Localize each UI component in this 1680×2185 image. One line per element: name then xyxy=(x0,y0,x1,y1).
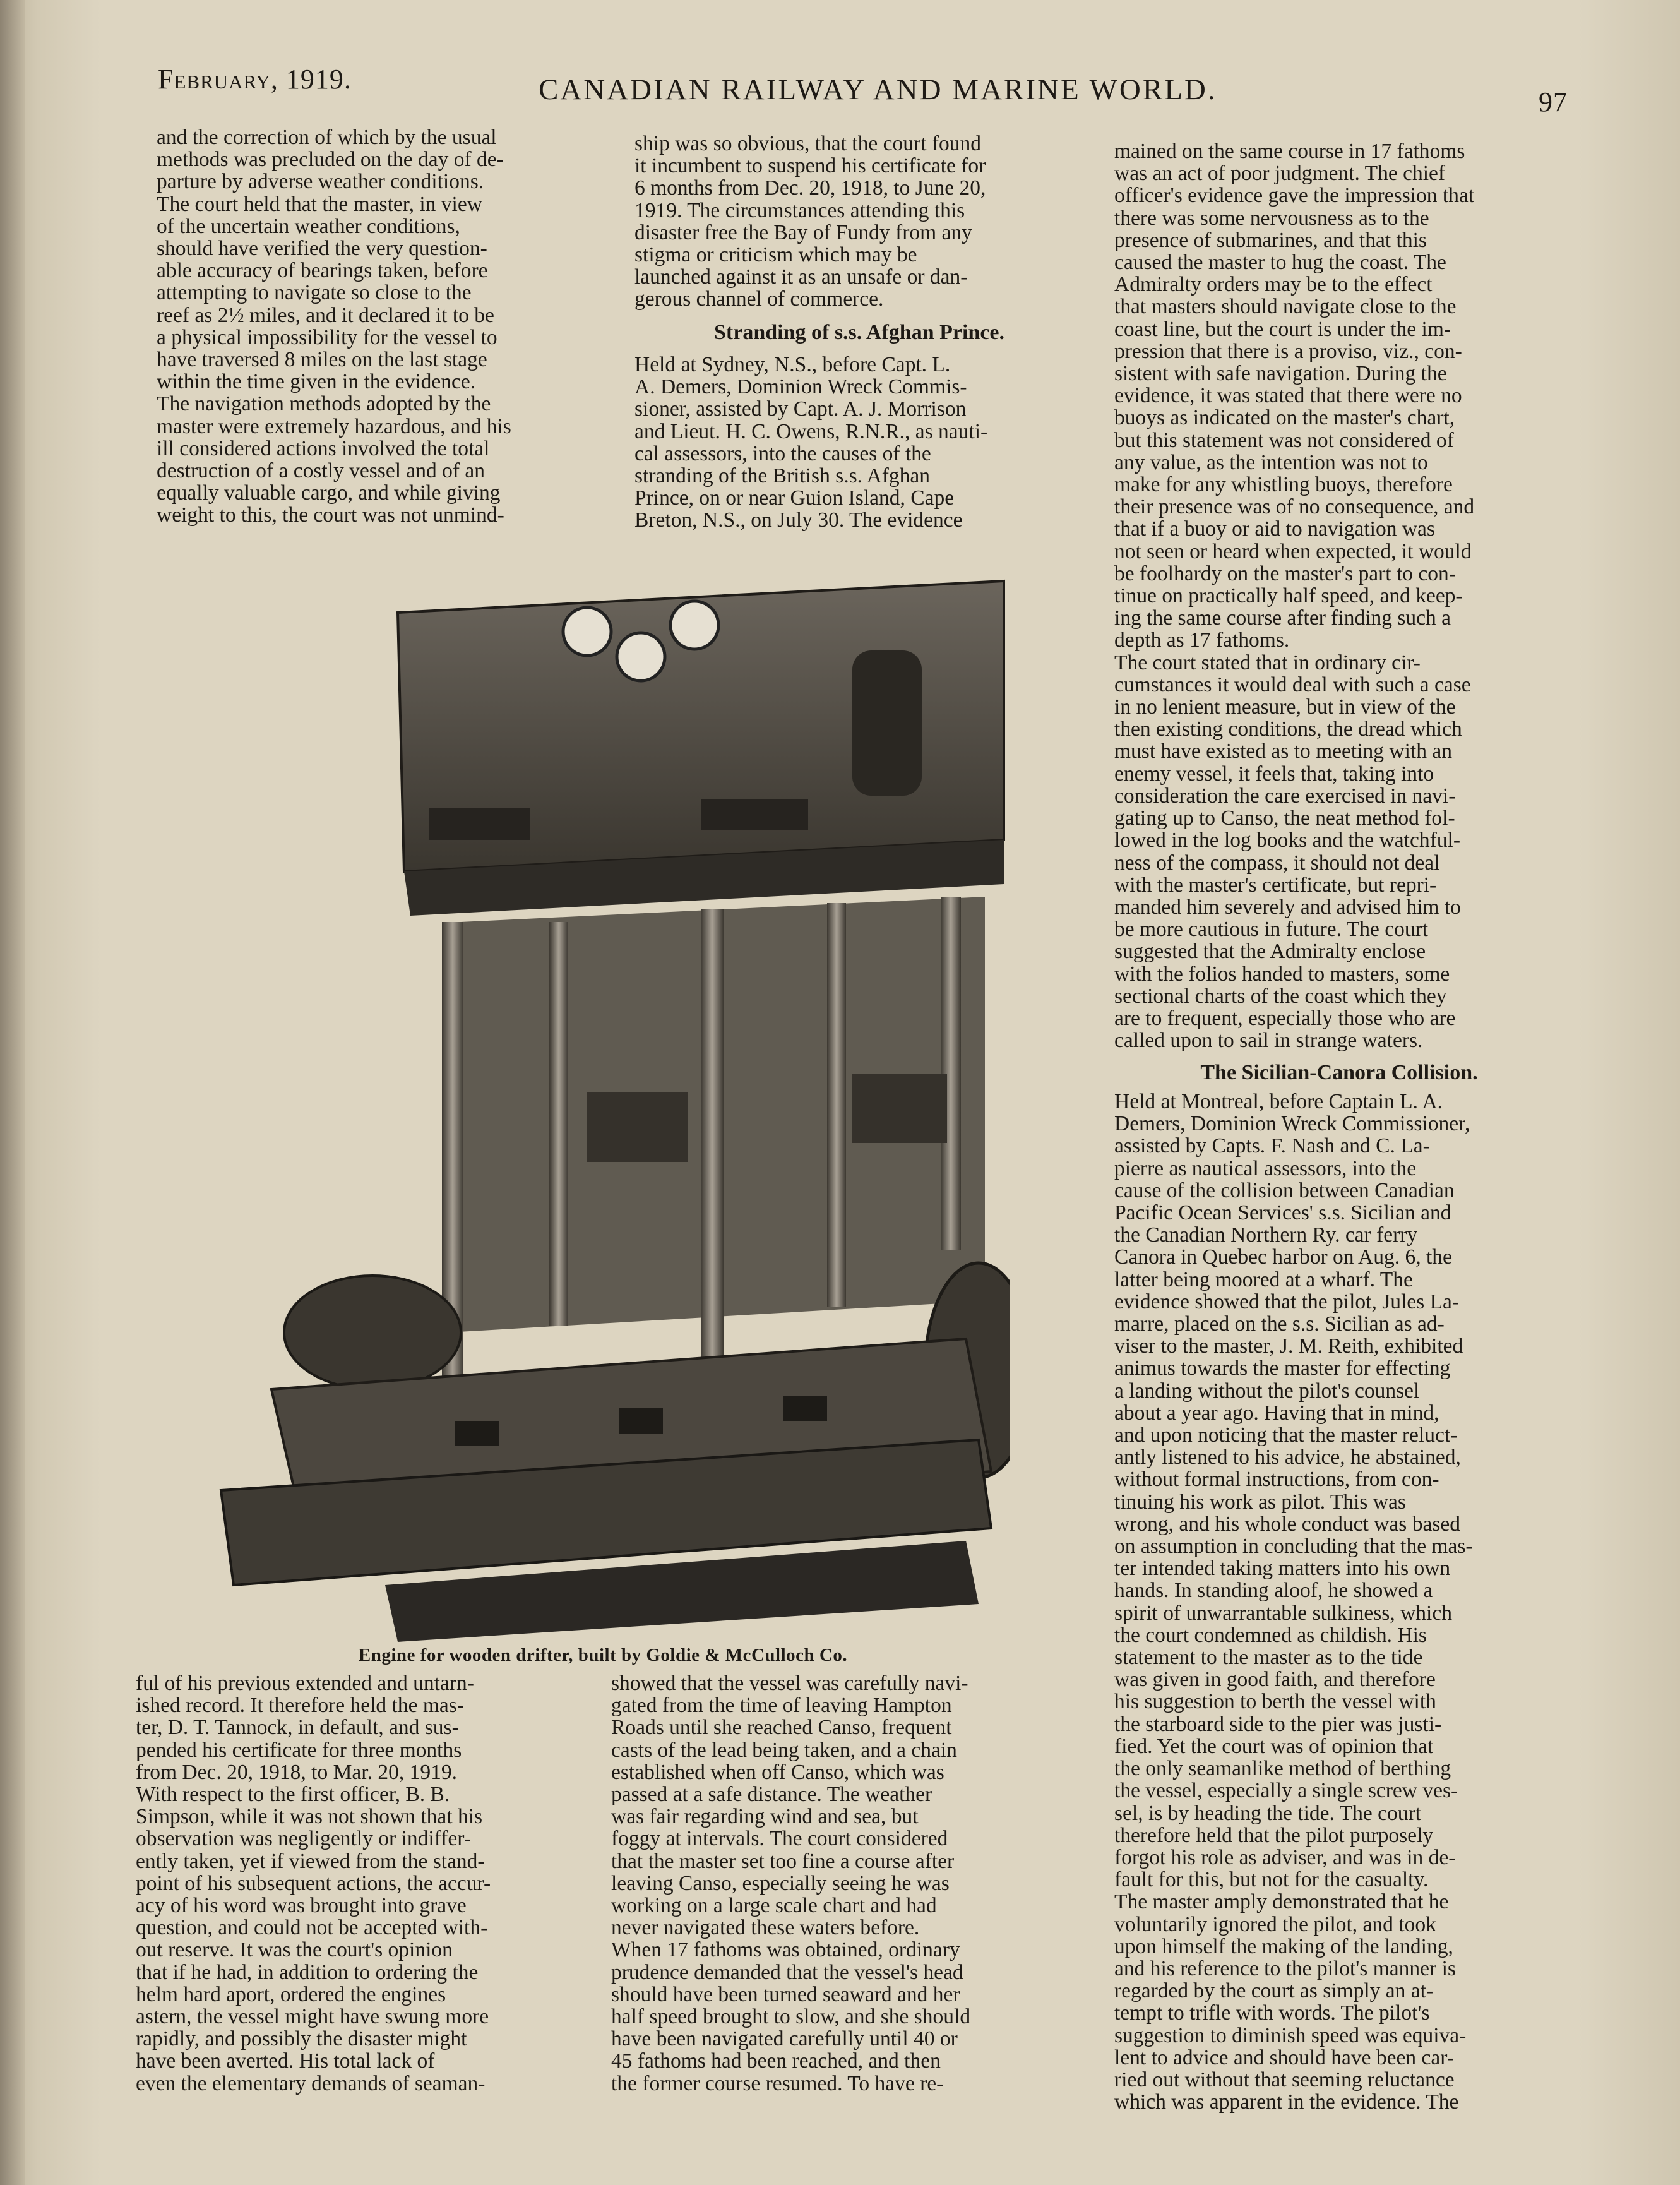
column-2-bottom-text: showed that the vessel was carefully navi- gated from the time of leaving Hampton Roads until she reached Canso, frequent casts of the lead being taken, and a chain established when off Canso, which was passed at a safe distance. The weather was fair regarding wind and sea, but foggy at intervals. The court considered that the master set too fine a course after leaving Canso, especially seeing he was working on a large scale chart and had never navigated these waters before. When 17 fathoms was obtained, ordinary prudence demanded that the vessel's head should have been turned seaward and her half speed brought to slow, and she should have been navigated carefully until 40 or 45 fathoms had been reached, and then the former course resumed. To have re- xyxy=(611,1672,971,2095)
engine-photograph xyxy=(196,543,1010,1642)
column-1-bottom-text: ful of his previous extended and untarn- ished record. It therefore held the mas- ter, D. T. Tannock, in default, and sus- pended his certificate for three months from Dec. 20, 1918, to Mar. 20, 1919. With respect to the first officer, B. B. Simpson, while it was not shown that his observation was negligently or indiffer- ently taken, yet if viewed from the stand- point of his subsequent actions, the accur- acy of his word was brought into grave question, and could not be accepted with- out reserve. It was the court's opinion that if he had, in addition to ordering the helm hard aport, ordered the engines astern, the vessel might have swung more rapidly, and possibly the disaster might have been averted. His total lack of even the elementary demands of seaman- xyxy=(136,1672,491,2095)
column-3-top-text: mained on the same course in 17 fathoms was an act of poor judgment. The chief officer's evidence gave the impression that there was some nervousness as to the presence of submarines, and that this caused the master to hug the coast. The Admiralty orders may be to the effect that masters should navigate close to the coast line, but the court is under the im- pression that there is a proviso, viz., con- sistent with safe navigation. During the evidence, it was stated that there were no buoys as indicated on the master's chart, but this statement was not considered of any value, as the intention was not to make for any whistling buoys, therefore their presence was of no consequence, and that if a buoy or aid to navigation was not seen or heard when expected, it would be foolhardy on the master's part to con- tinue on practically half speed, and keep- ing the same course after finding such a depth as 17 fathoms. The court stated that in ordinary cir- cumstances it would deal with such a case in no lenient measure, but in view of the then existing conditions, the dread which must have existed as to meeting with an enemy vessel, it feels that, taking into consideration the care exercised in navi- gating up to Canso, the neat method fol- lowed in the log books and the watchful- ness of the compass, it should not deal with the master's certificate, but repri- manded him severely and advised him to be more cautious in future. The court suggested that the Admiralty enclose with the folios handed to masters, some sectional charts of the coast which they are to frequent, especially those who are called upon to sail in strange waters. xyxy=(1114,140,1475,1053)
issue-date: February, 1919. xyxy=(158,64,352,95)
column-3-sicilian-text: Held at Montreal, before Captain L. A. Demers, Dominion Wreck Commissioner, assisted by Capts. F. Nash and C. La- pierre as nautical assessors, into the cause of the collision between Canadian Pacific Ocean Services' s.s. Sicilian and the Canadian Northern Ry. car ferry Canora in Quebec harbor on Aug. 6, the latter being moored at a wharf. The evidence showed that the pilot, Jules La- marre, placed on the s.s. Sicilian as ad- viser to the master, J. M. Reith, exhibited animus towards the master for effecting a landing without the pilot's counsel about a year ago. Having that in mind, and upon noticing that the master reluct- antly listened to his advice, he abstained, without formal instructions, from con- tinuing his work as pilot. This was wrong, and his whole conduct was based on assumption in concluding that the mas- ter intended taking matters into his own hands. In standing aloof, he showed a spirit of unwarrantable sulkiness, which the court condemned as childish. His statement to the master as to the tide was given in good faith, and therefore his suggestion to berth the vessel with the starboard side to the pier was justi- fied. Yet the court was of opinion that the only seamanlike method of berthing the vessel, especially a single screw ves- sel, is by heading the tide. The court therefore held that the pilot purposely forgot his role as adviser, and was in de- fault for this, but not for the casualty. The master amply demonstrated that he voluntarily ignored the pilot, and took upon himself the making of the landing, and his reference to the pilot's manner is regarded by the court as simply an at- tempt to trifle with words. The pilot's suggestion to diminish speed was equiva- lent to advice and should have been car- ried out without that seeming reluctance which was apparent in the evidence. The xyxy=(1114,1090,1473,2114)
column-1-top-text: and the correction of which by the usual methods was precluded on the day of de- parture by adverse weather conditions. The court held that the master, in view of the uncertain weather conditions, should have verified the very question- able accuracy of bearings taken, before attempting to navigate so close to the reef as 2½ miles, and it declared it to be a physical impossibility for the vessel to have traversed 8 miles on the last stage within the time given in the evidence. The navigation methods adopted by the master were extremely hazardous, and his ill considered actions involved the total destruction of a costly vessel and of an equally valuable cargo, and while giving weight to this, the court was not unmind- xyxy=(157,126,511,527)
page-number: 97 xyxy=(1539,87,1568,117)
heading-sicilian-canora: The Sicilian-Canora Collision. xyxy=(1200,1061,1478,1084)
heading-afghan-prince: Stranding of s.s. Afghan Prince. xyxy=(714,321,1004,344)
figure-caption: Engine for wooden drifter, built by Goldie & McCulloch Co. xyxy=(358,1645,848,1665)
column-2-top-text: ship was so obvious, that the court found it incumbent to suspend his certificate for 6 months from Dec. 20, 1918, to June 20, 1919. The circumstances attending this disaster free the Bay of Fundy from any stigma or criticism which may be launched against it as an unsafe or dan- gerous channel of commerce. xyxy=(634,132,986,311)
column-2-afghan-text: Held at Sydney, N.S., before Capt. L. A. Demers, Dominion Wreck Commis- sioner, assisted by Capt. A. J. Morrison and Lieut. H. C. Owens, R.N.R., as nauti- cal assessors, into the causes of the stranding of the British s.s. Afghan Prince, on or near Guion Island, Cape Breton, N.S., on July 30. The evidence xyxy=(634,353,988,532)
publication-title: CANADIAN RAILWAY AND MARINE WORLD. xyxy=(539,73,1217,106)
book-spine-shadow xyxy=(0,0,25,2185)
